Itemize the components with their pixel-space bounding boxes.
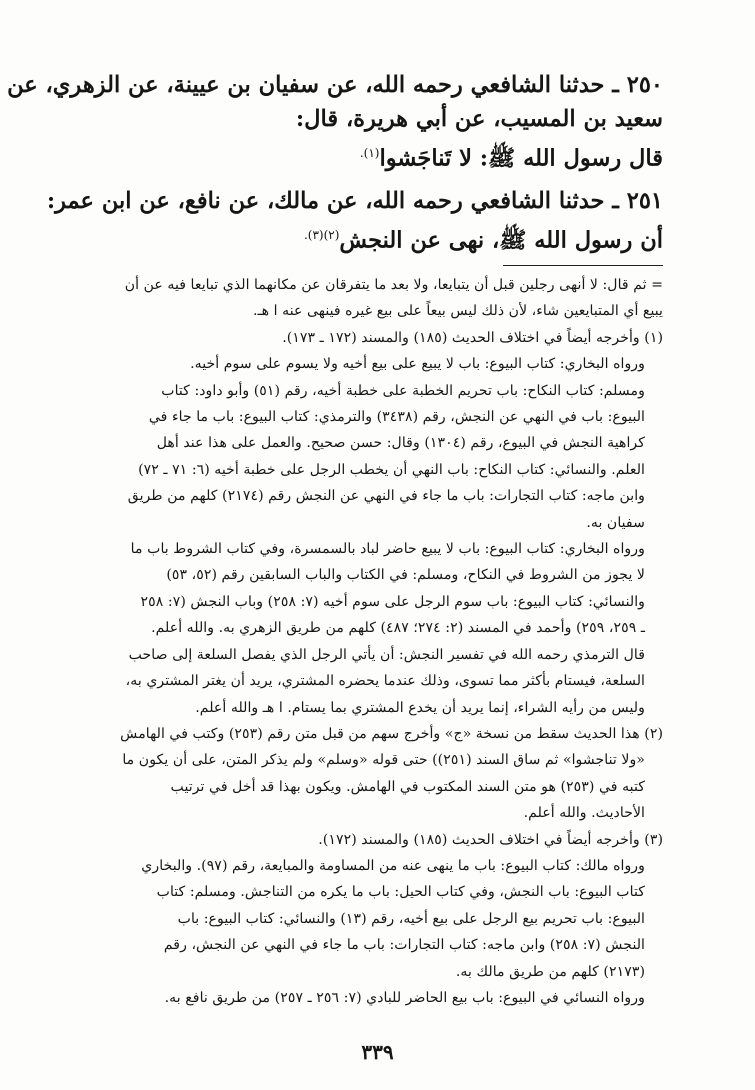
footnote-line: كتاب البيوع: باب النجش، وفي كتاب الحيل: باب ما يكره من التناجش. ومسلم: كتاب (156, 884, 645, 901)
page-content (7, 68, 663, 1011)
footnote-line: قال الترمذي رحمه الله في تفسير النجش: أن يأتي الرجل الذي يفصل السلعة إلى صاحب (128, 646, 645, 663)
footnote-line: ـ ٢٥٩، ٢٥٩) وأحمد في المسند (٢: ٢٧٤؛ ٤٨٧) كلهم من طريق الزهري به. والله أعلم. (151, 620, 645, 637)
footnote-1-start: (١) وأخرجه أيضاً في اختلاف الحديث (١٨٥) والمسند (١٧٢ ـ ١٧٣). (282, 329, 663, 346)
hadith-250 (7, 68, 663, 176)
footnote-line: ومسلم: كتاب النكاح: باب تحريم الخطبة على خطبة أخيه، رقم (٥١) وأبو داود: كتاب (161, 382, 645, 399)
footnote-line: العلم. والنسائي: كتاب النكاح: باب النهي أن يخطب الرجل على خطبة أخيه (٦: ٧١ ـ ٧٢) (138, 461, 645, 478)
footnote-line: كتبه في (٢٥٣) هو متن السند المكتوب في الهامش. ويكون بهذا قد أخل في ترتيب (170, 778, 645, 795)
footnote-line: النجش (٧: ٢٥٨) وابن ماجه: كتاب التجارات: باب ما جاء في النهي عن النجش، رقم (163, 937, 645, 954)
footnote-ref-2-3[interactable]: (٢)(٣). (303, 227, 340, 242)
footnote-line: ورواه النسائي في البيوع: باب بيع الحاضر للبادي (٧: ٢٥٦ ـ ٢٥٧) من طريق نافع به. (164, 989, 645, 1006)
footnote-line: البيوع: باب في النهي عن النجش، رقم (٣٤٣٨) والترمذي: كتاب البيوع: باب ما جاء في (148, 409, 645, 426)
footnote-line: لا يجوز من الشروط في النكاح، ومسلم: في الكتاب والباب السابقين رقم (٥٢، ٥٣) (166, 567, 645, 584)
hadith-250-line-3: قال رسول الله ﷺ: لا تَناجَشوا$^{(١).}$ (359, 145, 663, 172)
footnote-3-start: (٣) وأخرجه أيضاً في اختلاف الحديث (١٨٥) والمسند (١٧٢). (318, 831, 663, 848)
hadith-250-line-1: ٢٥٠ ـ حدثنا الشافعي رحمه الله، عن سفيان بن عيينة، عن الزهري، عن (7, 72, 663, 98)
page-number: ٣٣٩ (361, 1040, 394, 1064)
footnote-line: الأحاديث. والله أعلم. (523, 805, 645, 822)
footnote-line: (٢١٧٣) كلهم من طريق مالك به. (455, 963, 645, 980)
footnotes (88, 272, 663, 1011)
footnote-line: ورواه البخاري: كتاب البيوع: باب لا يبيع على بيع أخيه ولا يسوم على سوم أخيه. (190, 356, 645, 373)
footnote-line: السلعة، فيستام بأكثر مما تسوى، وذلك عندما يحضره المشتري، يريد أن يغتر المشتري به، (125, 673, 645, 690)
footnote-line: ورواه مالك: كتاب البيوع: باب ما ينهى عنه من المساومة والمبايعة، رقم (٩٧). والبخاري (141, 857, 645, 874)
footnote-divider (503, 265, 663, 266)
footnote-line: = ثم قال: لا أنهى رجلين قبل أن يتبايعا، ولا بعد ما يتفرقان عن مكانهما الذي تبايعا فيه عن أن (124, 277, 663, 293)
footnote-line: يبيع أي المتبايعين شاء، لأن ذلك ليس بيعاً على بيع غيره فينهى عنه ا هـ. (252, 303, 663, 320)
hadith-251-line-2: أن رسول الله ﷺ، نهى عن النجش$^{(٢)(٣).}$ (303, 227, 663, 253)
hadith-251 (46, 184, 663, 258)
footnote-ref-1[interactable]: (١). (359, 146, 380, 160)
footnote-line: ورواه البخاري: كتاب البيوع: باب لا يبيع حاضر لباد بالسمسرة، وفي كتاب الشروط باب ما (130, 541, 645, 558)
footnote-line: والنسائي: كتاب البيوع: باب سوم الرجل على سوم أخيه (٧: ٢٥٨) وباب النجش (٧: ٢٥٨ (140, 593, 645, 610)
footnote-2-start: (٢) هذا الحديث سقط من نسخة «ج» وأخرج سهم من قبل متن رقم (٢٥٣) وكتب في الهامش (120, 725, 663, 742)
footnote-line: كراهية النجش في البيوع، رقم (١٣٠٤) وقال: حسن صحيح. والعمل على هذا عند أهل (156, 435, 645, 452)
footnote-line: وليس من رأيه الشراء، إنما يريد أن يخدع المشتري بما يستام. ا هـ والله أعلم. (195, 699, 645, 716)
hadith-251-line-1: ٢٥١ ـ حدثنا الشافعي رحمه الله، عن مالك، عن نافع، عن ابن عمر: (46, 187, 663, 214)
footnote-line: سفيان به. (586, 514, 645, 531)
footnote-line: البيوع: باب تحريم بيع الرجل على بيع أخيه، رقم (١٣) والنسائي: كتاب البيوع: باب (177, 910, 645, 927)
footnote-line: «ولا تناجشوا» ثم ساق السند (٢٥١)) حتى قوله «وسلم» ولم يذكر المتن، على أن يكون ما (122, 752, 645, 769)
footnote-line: وابن ماجه: كتاب التجارات: باب ما جاء في النهي عن النجش رقم (٢١٧٤) كلهم من طريق (127, 488, 645, 505)
hadith-250-line-2: سعيد بن المسيب، عن أبي هريرة، قال: (295, 106, 663, 132)
